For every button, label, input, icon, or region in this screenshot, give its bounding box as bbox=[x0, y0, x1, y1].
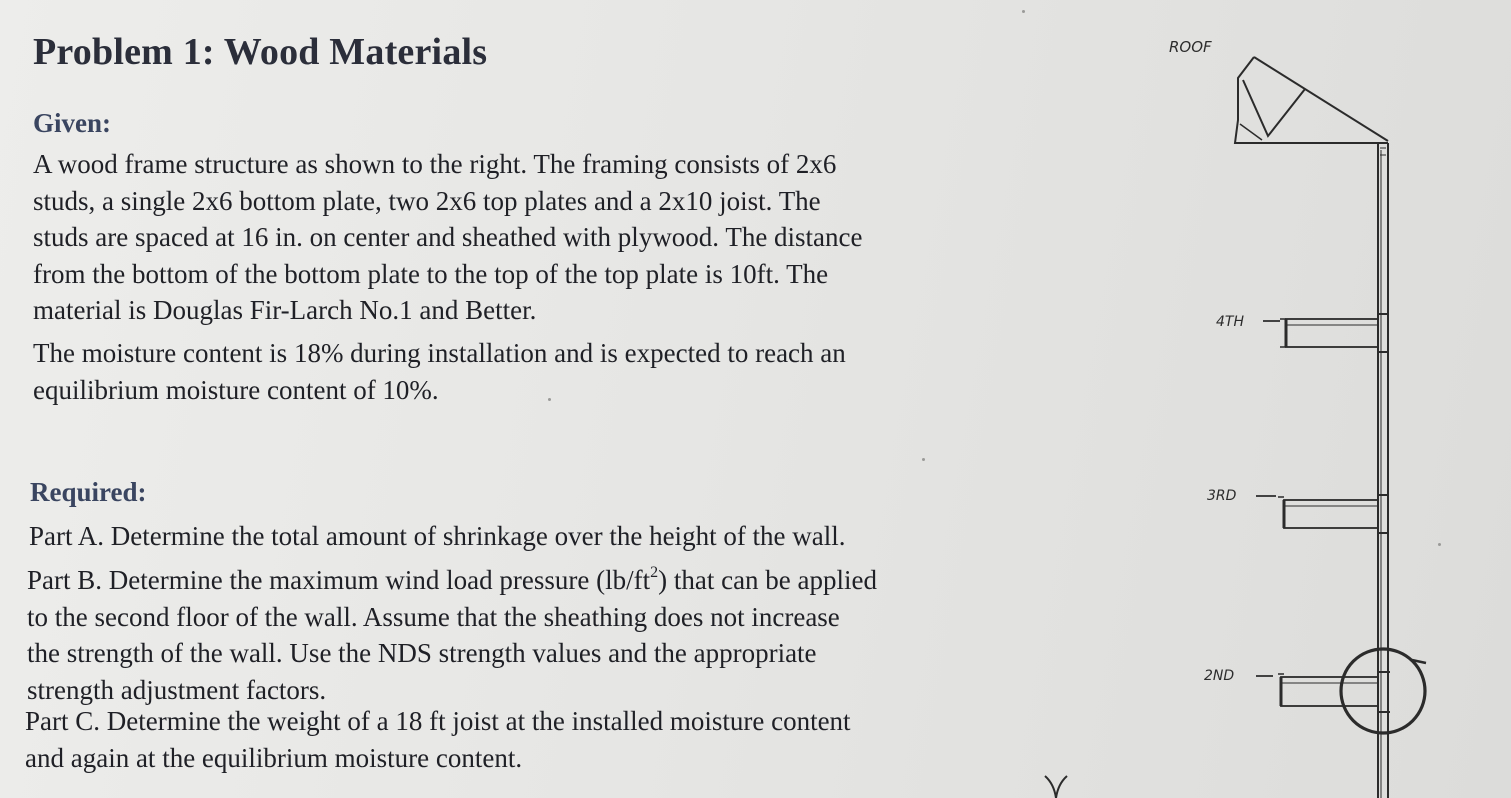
cut-mark bbox=[1040, 772, 1070, 798]
part-b-text bbox=[27, 555, 877, 708]
given-line: studs, a single 2x6 bottom plate, two 2x6 top plates and a 2x10 joist. The bbox=[33, 185, 821, 216]
part-b-line: to the second floor of the wall. Assume that the sheathing does not increase bbox=[27, 601, 840, 632]
moisture-paragraph bbox=[33, 335, 846, 408]
wall-section-drawing bbox=[1150, 0, 1511, 798]
part-b-line1-end: ) that can be applied bbox=[658, 565, 878, 595]
part-b-line bbox=[27, 555, 877, 599]
paper-speck bbox=[1022, 10, 1025, 13]
second-floor-joist bbox=[1278, 672, 1390, 712]
part-b-line1-start: Part B. Determine the maximum wind load pressure (lb/ft bbox=[27, 565, 651, 595]
part-c-text bbox=[25, 703, 851, 776]
part-a-line: Part A. Determine the total amount of shrinkage over the height of the wall. bbox=[29, 521, 846, 551]
third-floor-joist bbox=[1278, 495, 1388, 533]
part-b-line: the strength of the wall. Use the NDS strength values and the appropriate bbox=[27, 638, 817, 668]
required-heading: Required: bbox=[30, 477, 147, 507]
part-a-text bbox=[29, 518, 846, 555]
part-c-line: Part C. Determine the weight of a 18 ft joist at the installed moisture content bbox=[25, 706, 851, 736]
part-b-line: strength adjustment factors. bbox=[27, 674, 327, 705]
detail-circle bbox=[1341, 649, 1426, 733]
second-floor-label: 2ND bbox=[1204, 668, 1235, 684]
wall-studs bbox=[1378, 143, 1388, 798]
fourth-floor-joist bbox=[1280, 314, 1388, 352]
given-heading: Given: bbox=[33, 108, 111, 138]
given-line: A wood frame structure as shown to the right. The framing consists of 2x6 bbox=[33, 149, 837, 179]
given-paragraph bbox=[33, 146, 863, 329]
moisture-line: equilibrium moisture content of 10%. bbox=[33, 374, 439, 405]
given-line: from the bottom of the bottom plate to the top of the top plate is 10ft. The bbox=[33, 258, 829, 289]
given-line: material is Douglas Fir-Larch No.1 and Better. bbox=[33, 295, 537, 325]
part-c-line: and again at the equilibrium moisture content. bbox=[25, 742, 523, 773]
paper-speck bbox=[548, 398, 551, 401]
third-floor-label: 3RD bbox=[1207, 488, 1237, 504]
roof-truss bbox=[1235, 57, 1388, 143]
roof-label: ROOF bbox=[1169, 38, 1212, 56]
given-line: studs are spaced at 16 in. on center and sheathed with plywood. The distance bbox=[33, 222, 863, 252]
level-leaders bbox=[1256, 321, 1280, 676]
paper-speck bbox=[922, 458, 925, 461]
moisture-line: The moisture content is 18% during installation and is expected to reach an bbox=[33, 338, 846, 368]
problem-title: Problem 1: Wood Materials bbox=[33, 31, 488, 73]
fourth-floor-label: 4TH bbox=[1216, 314, 1244, 330]
superscript-2: 2 bbox=[650, 564, 659, 581]
